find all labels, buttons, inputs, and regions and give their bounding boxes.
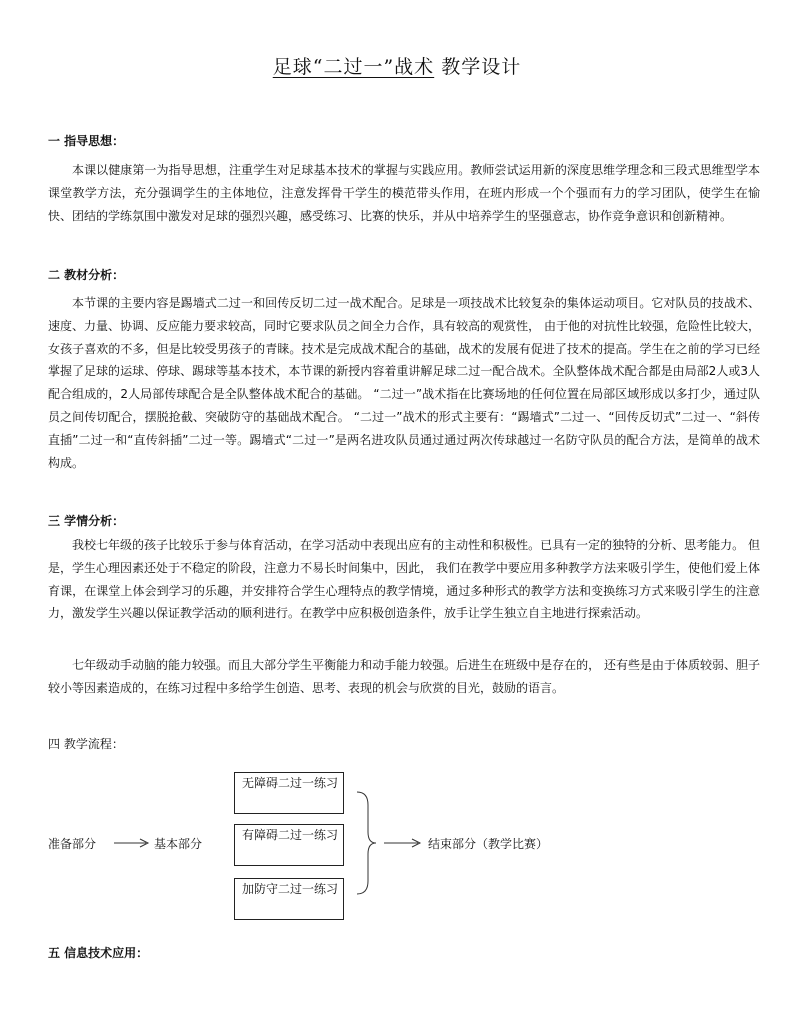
flow-end-label: 结束部分（教学比赛） bbox=[428, 837, 549, 851]
flow-brace bbox=[357, 792, 376, 894]
section-2-heading: 二 教材分析： bbox=[48, 268, 125, 282]
section-3-heading: 三 学情分析： bbox=[48, 514, 125, 528]
title-underlined: 足球“二过一”战术 bbox=[272, 56, 435, 78]
title-rest: 教学设计 bbox=[434, 56, 522, 78]
section-3-paragraph-2: 七年级动手动脑的能力较强。而且大部分学生平衡能力和动手能力较强。后进生在班级中是存在的， 还有些是由于体质较弱、胆子较小等因素造成的，在练习过程中多给学生创造、思考、表现的机会与欣赏的目光，鼓励的语言。 bbox=[48, 658, 760, 695]
flow-box-2: 有障碍二过一练习 bbox=[234, 824, 344, 866]
section-3-paragraph-1: 我校七年级的孩子比较乐于参与体育活动，在学习活动中表现出应有的主动性和积极性。已具有一定的独特的分析、思考能力。 但是，学生心理因素还处于不稳定的阶段，注意力不易长时间集中，因此， 我们在教学中要应用多种教学方法来吸引学生，使他们爱上体育课，在课堂上体会到学习的乐趣，并安排符合学生心理特点的教学情境，通过多种形式的教学方法和变换练习方式来吸引学生的注意力，激发学生兴趣以保证教学活动的顺利进行。在教学中应积极创造条件，放手让学生独立自主地进行探索活动。 bbox=[48, 538, 760, 621]
section-4-heading: 四 教学流程： bbox=[48, 737, 124, 751]
section-1-heading: 一 指导思想： bbox=[48, 134, 125, 148]
flow-middle-label: 基本部分 bbox=[154, 837, 203, 851]
section-5-heading: 五 信息技术应用： bbox=[48, 946, 149, 960]
section-2-paragraph: 本节课的主要内容是踢墙式二过一和回传反切二过一战术配合。足球是一项技战术比较复杂的集体运动项目。它对队员的技战术、速度、力量、协调、反应能力要求较高，同时它要求队员之间全力合作，具有较高的观赏性， 由于他的对抗性比较强，危险性比较大，女孩子喜欢的不多，但是比较受男孩子的青睐。技术是完成战术配合的基础，战术的发展有促进了技术的提高。学生在之前的学习已经掌握了足球的运球、停球、踢球等基本技术，本节课的新授内容着重讲解足球二过一配合战术。全队整体战术配合都是由局部2人或3人配合组成的，2人局部传球配合是全队整体战术配合的基础。 “二过一”战术指在比赛场地的任何位置在局部区域形成以多打少，通过队员之间传切配合，摆脱抢截、突破防守的基础战术配合。 “二过一”战术的形式主要有：“踢墙式”二过一、“回传反切式”二过一、“斜传直插”二过一和“直传斜插”二过一等。踢墙式“二过一”是两名进攻队员通过通过两次传球越过一名防守队员的配合方法，是简单的战术构成。 bbox=[48, 296, 760, 470]
flow-start-label: 准备部分 bbox=[48, 837, 97, 851]
flow-box-3: 加防守二过一练习 bbox=[234, 878, 344, 920]
section-1-paragraph: 本课以健康第一为指导思想，注重学生对足球基本技术的掌握与实践应用。教师尝试运用新的深度思维学理念和三段式思维型学本课堂教学方法，充分强调学生的主体地位，注意发挥骨干学生的模范带头作用，在班内形成一个个强而有力的学习团队，使学生在愉快、团结的学练氛围中激发对足球的强烈兴趣，感受练习、比赛的快乐，并从中培养学生的坚强意志，协作竞争意识和创新精神。 bbox=[48, 163, 760, 223]
flow-box-1: 无障碍二过一练习 bbox=[234, 772, 344, 814]
